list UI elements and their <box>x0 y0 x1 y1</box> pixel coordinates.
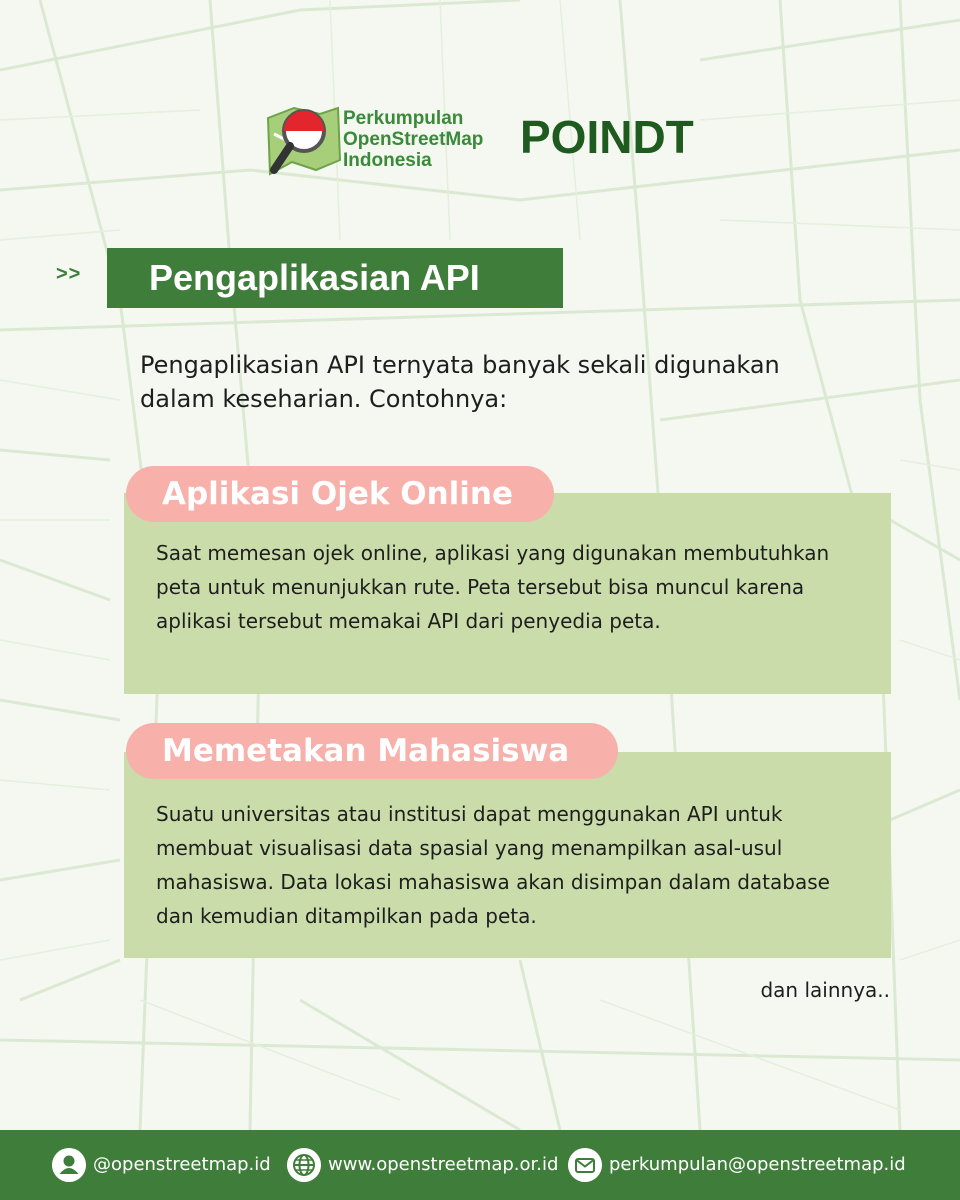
footer-email-link[interactable]: perkumpulan@openstreetmap.id <box>609 1154 906 1175</box>
footer-website-link[interactable]: www.openstreetmap.or.id <box>328 1154 559 1175</box>
osm-indonesia-logo <box>264 104 344 180</box>
example-card-ojek-online <box>124 493 891 694</box>
closing-text: dan lainnya.. <box>760 978 890 1002</box>
footer-contact-bar <box>0 1130 960 1200</box>
user-icon <box>52 1148 86 1182</box>
card-title-ojek-online: Aplikasi Ojek Online <box>126 466 554 522</box>
footer-social-handle[interactable]: @openstreetmap.id <box>93 1154 271 1175</box>
organization-name-line-2: OpenStreetMap <box>343 129 484 150</box>
organization-name-line-1: Perkumpulan <box>343 108 464 129</box>
mail-icon <box>568 1148 602 1182</box>
chevron-right-icon: >> <box>56 263 82 285</box>
card-body: Suatu universitas atau institusi dapat menggunakan API untuk membuat visualisasi data spasial yang menampilkan asal-usul mahasiswa. Data lokasi mahasiswa akan disimpan dalam database dan kemudian ditampilkan pada peta. <box>156 802 830 928</box>
organization-name-line-3: Indonesia <box>343 150 432 171</box>
organization-name <box>343 108 483 171</box>
example-card-memetakan-mahasiswa <box>124 752 891 958</box>
section-title: Pengaplikasian API <box>107 248 563 308</box>
intro-paragraph: Pengaplikasian API ternyata banyak sekali digunakan dalam keseharian. Contohnya: <box>140 351 780 413</box>
globe-icon <box>287 1148 321 1182</box>
brand-logo-text: POINDT <box>520 111 694 163</box>
card-body: Saat memesan ojek online, aplikasi yang digunakan membutuhkan peta untuk menunjukkan rute. Peta tersebut bisa muncul karena aplikasi tersebut memakai API dari penyedia peta. <box>156 541 830 633</box>
card-title-memetakan-mahasiswa: Memetakan Mahasiswa <box>126 723 618 779</box>
